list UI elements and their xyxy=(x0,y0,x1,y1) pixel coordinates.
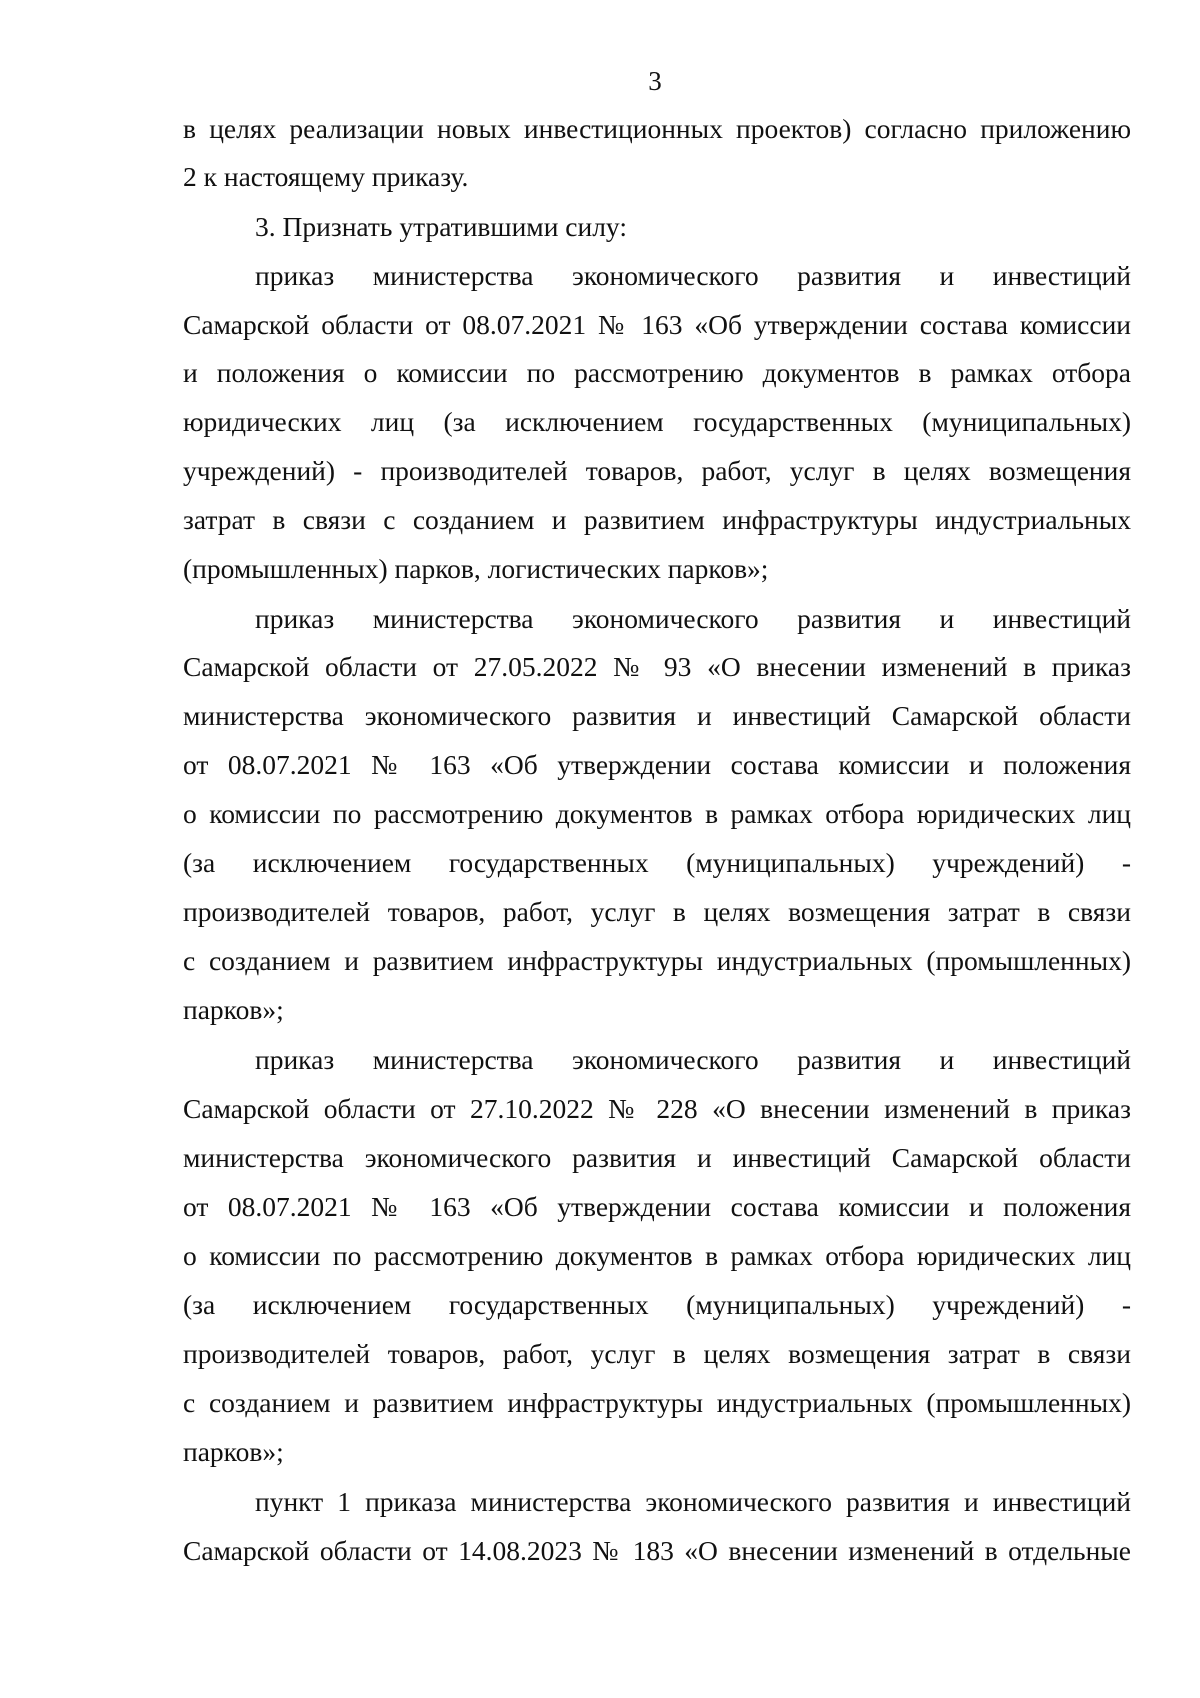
text-line: Самарской области от 14.08.2023 № 183 «О внесении изменений в отдельные xyxy=(183,1535,1131,1566)
text-line: парков»; xyxy=(183,994,284,1025)
text-line: от 08.07.2021 № 163 «Об утверждении состава комиссии и положения xyxy=(183,749,1131,780)
text-line: Самарской области от 27.05.2022 № 93 «О внесении изменений в приказ xyxy=(183,651,1131,682)
text-line: приказ министерства экономического развития и инвестиций xyxy=(255,260,1131,291)
text-line: производителей товаров, работ, услуг в целях возмещения затрат в связи xyxy=(183,896,1131,927)
text-line: учреждений) - производителей товаров, работ, услуг в целях возмещения xyxy=(183,455,1131,486)
text-line: приказ министерства экономического развития и инвестиций xyxy=(255,1044,1131,1075)
text-line: (промышленных) парков, логистических парков»; xyxy=(183,553,769,584)
text-line: и положения о комиссии по рассмотрению документов в рамках отбора xyxy=(183,357,1131,388)
text-line: приказ министерства экономического развития и инвестиций xyxy=(255,603,1131,634)
text-line: Самарской области от 27.10.2022 № 228 «О внесении изменений в приказ xyxy=(183,1093,1131,1124)
text-line: с созданием и развитием инфраструктуры индустриальных (промышленных) xyxy=(183,1387,1131,1418)
text-line: парков»; xyxy=(183,1436,284,1467)
text-line: министерства экономического развития и инвестиций Самарской области xyxy=(183,1142,1131,1173)
text-line: 2 к настоящему приказу. xyxy=(183,161,469,192)
text-line: юридических лиц (за исключением государственных (муниципальных) xyxy=(183,406,1131,437)
text-line: (за исключением государственных (муниципальных) учреждений) - xyxy=(183,1289,1131,1320)
text-line: министерства экономического развития и инвестиций Самарской области xyxy=(183,700,1131,731)
text-line: о комиссии по рассмотрению документов в рамках отбора юридических лиц xyxy=(183,798,1131,829)
section-heading: 3. Признать утратившими силу: xyxy=(255,211,627,242)
text-line: (за исключением государственных (муниципальных) учреждений) - xyxy=(183,847,1131,878)
text-line: в целях реализации новых инвестиционных проектов) согласно приложению xyxy=(183,113,1131,144)
text-line: Самарской области от 08.07.2021 № 163 «Об утверждении состава комиссии xyxy=(183,309,1131,340)
text-line: пункт 1 приказа министерства экономического развития и инвестиций xyxy=(255,1486,1131,1517)
text-line: о комиссии по рассмотрению документов в рамках отбора юридических лиц xyxy=(183,1240,1131,1271)
text-line: производителей товаров, работ, услуг в целях возмещения затрат в связи xyxy=(183,1338,1131,1369)
page-number: 3 xyxy=(648,66,662,96)
text-line: с созданием и развитием инфраструктуры индустриальных (промышленных) xyxy=(183,945,1131,976)
text-line: затрат в связи с созданием и развитием инфраструктуры индустриальных xyxy=(183,504,1131,535)
text-line: от 08.07.2021 № 163 «Об утверждении состава комиссии и положения xyxy=(183,1191,1131,1222)
